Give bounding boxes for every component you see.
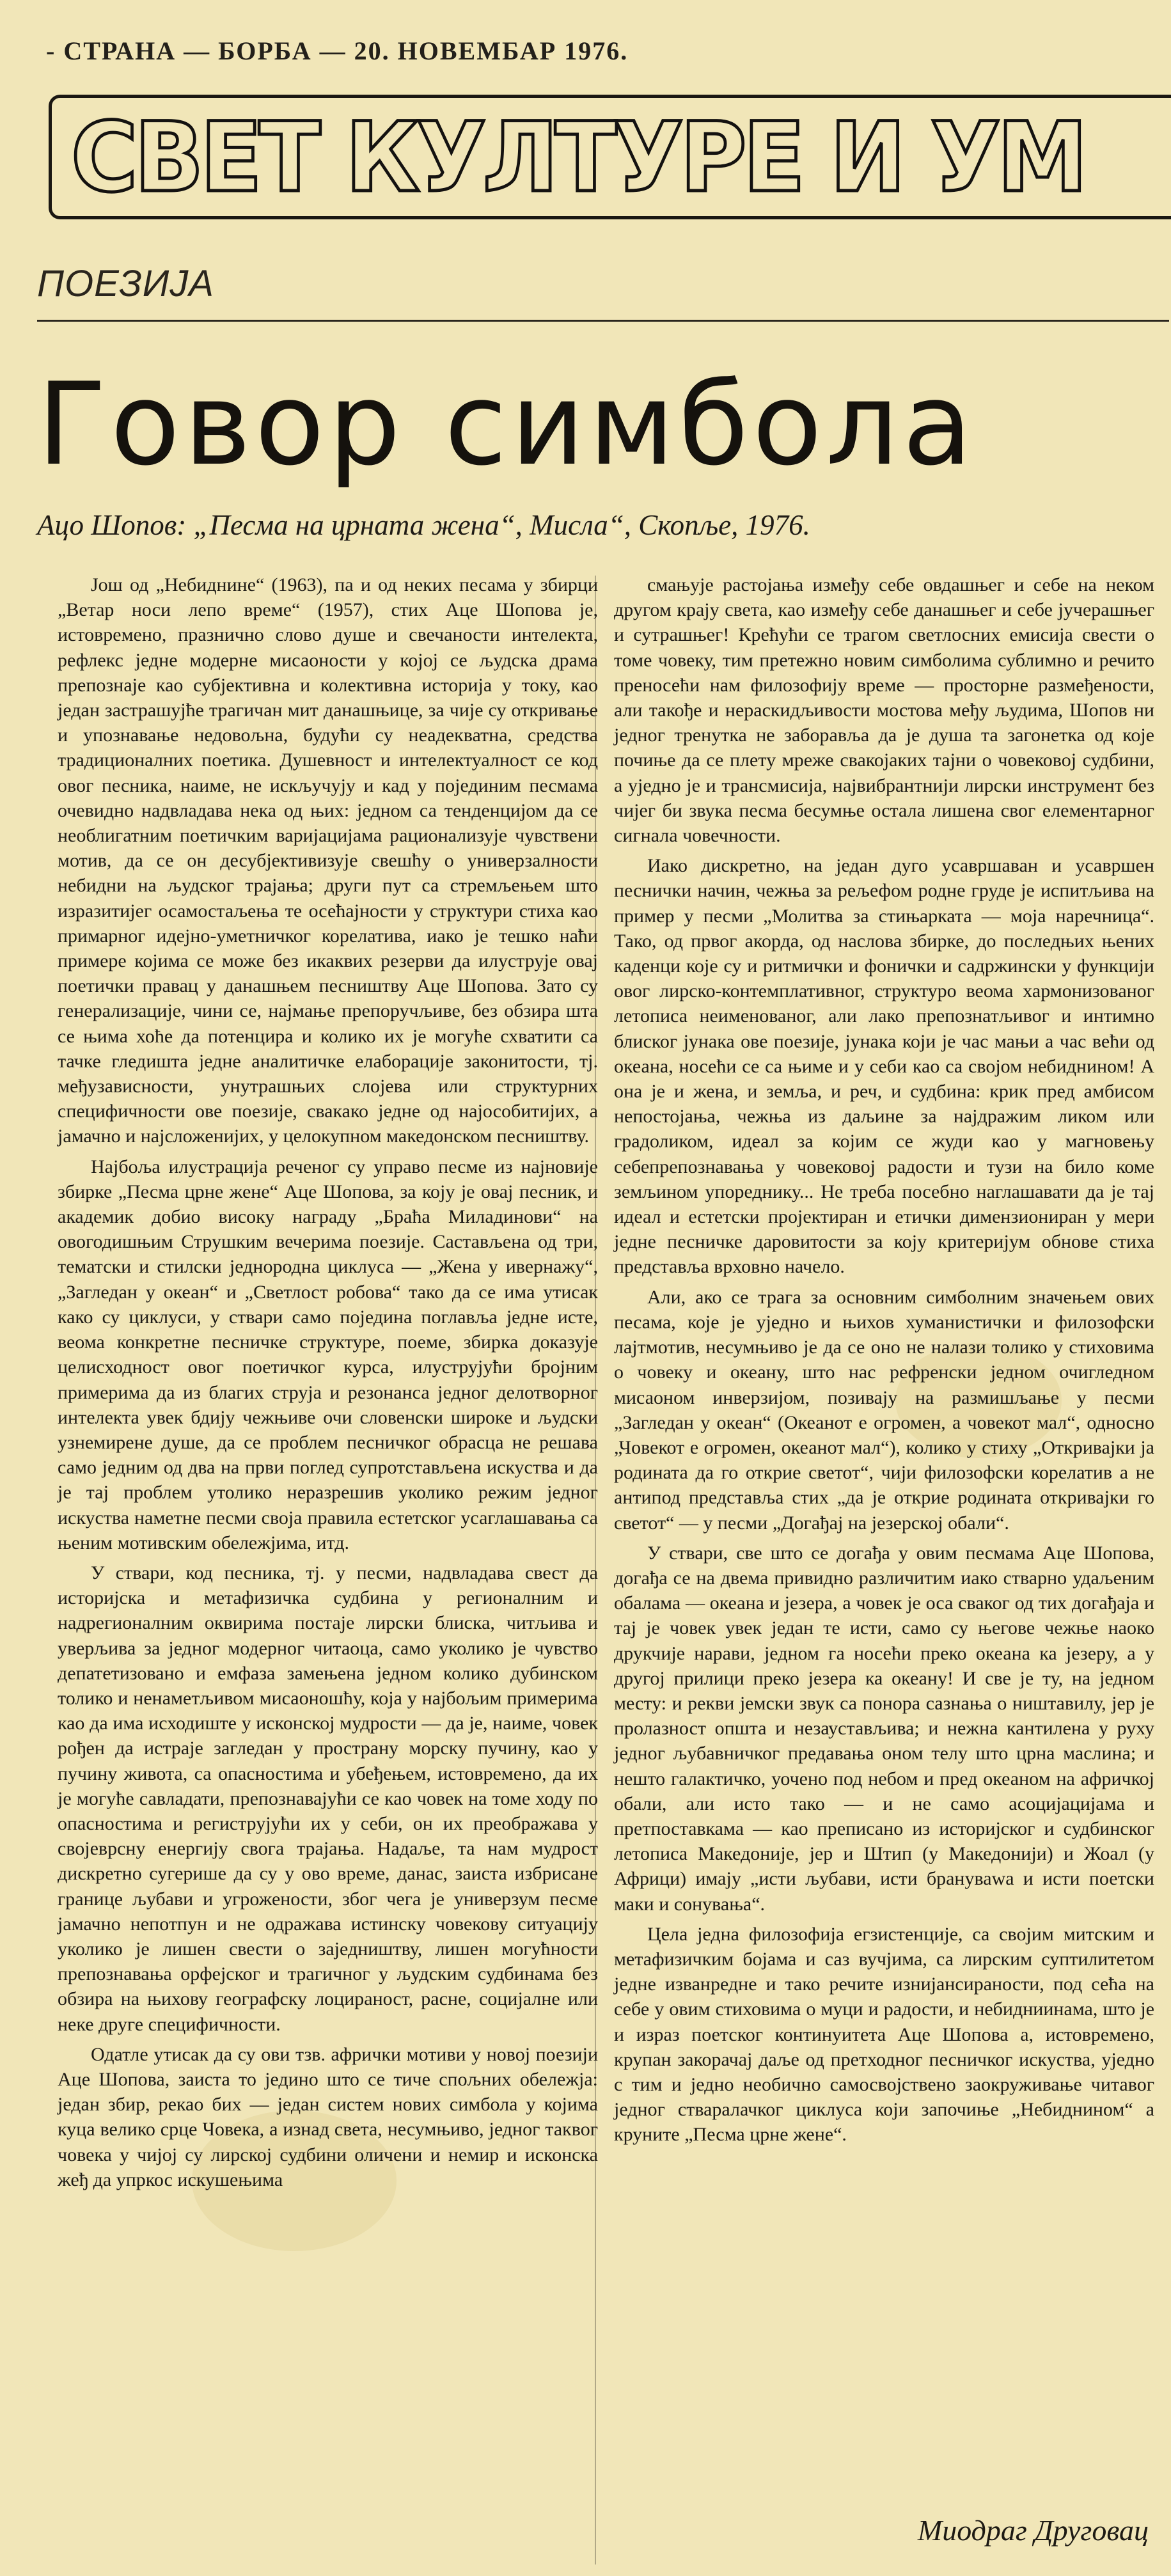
paragraph: У ствари, код песника, тј. у песми, надвладава свест да историјска и метафизичка судбина у регионалним и надрегионалним оквирима постаје лирски блиска, читљива и уверљива за једног модерног читаоца, само уколико је чувство депатетизовано и емфаза замењена једном колико дубинском толико и ненаметљивом мисаоношћу, која у најбољим примерима као да има исходиште у исконској мудрости — да је, наиме, човек рођен да истраје загледан у пространу морску пучину, као у пучину живота, са опасностима и убеђењем, истовремено, да их је могуће савладати, препознавајући се као човек на томе ходу по опасностима и региструјући их у себи, он их преображава у својеврсну енергију свога трајања. Надаље, та нам мудрост дискретно сугерише да су у ово време, данас, заиста избрисане границе љубави и угрожености, због чега је универзум песме јамачно непотпун и не одражава истинску човекову ситуацију уколико је лишен свести о заједништву, лишен могућности препознавања орфејског и трагичног у људским судбинама без обзира на њихову географску лоцираност, расне, социјалне или неке друге специфичности. bbox=[58, 1562, 598, 2035]
article-subhead: Ацо Шопов: „Песма на црната жена“, Мисла“, Скопље, 1976. bbox=[37, 509, 810, 541]
article-column-right bbox=[614, 572, 1154, 2148]
paragraph: Али, ако се трага за основним симболним значењем ових песама, које је уједно и њихов хуманистички и филозофски лајтмотив, несумњиво је да се оно не налази толико у стиховима о човеку и океану, што нас рефренски једном очигледном мисаоном инверзијом, позивају на размишљање у песми „Загледан у океан“ (Океанот е огромен, а човекот мал“, односно „Човекот е огромен, океанот мал“), колико у стиху „Откривајки ја родината да го открие светот“, чији филозофски корелатив а не антипод представља стих „да је открие родината откривајки го светот“ — у песми „Догађај на језерској обали“. bbox=[614, 1286, 1154, 1534]
divider bbox=[37, 320, 1169, 322]
article-column-left bbox=[58, 572, 598, 2192]
section-banner bbox=[49, 95, 1171, 219]
author-signature: Миодраг Друговац bbox=[917, 2514, 1149, 2547]
paragraph: Још од „Небиднине“ (1963), па и од неких песама у збирци „Ветар носи лепо време“ (1957), стих Аце Шопова је, истовремено, празнично слово душе и свечаности интелекта, рефлекс једне модерне мисаоности у којој се људска драма препознаје као субјективна и колективна историја у току, као један застрашујће трагичан мит данашњице, за чије су откривање и упознавање недовољна, будући су неадекватна, средства традиционалних поетика. Душевност и интелектуалност се код овог песника, наиме, не искључују и кад у појединим песмама очевидно надвладава нека од њих: једном са тенденцијом да се необлигатним поетичким варијацијама рационализује чувствени мотив, да се он десубјективизује свешћу о универзалности небидни на људског трајања; други пут са стремљењем што изразитијег осамостаљења те осећајности у структури стиха као примарног идејно-уметничког корелатива, иако је тешко наћи примере којима се може без икаквих резерви да илуструје овај поетички правац у данашњем песништву Аце Шопова. Зато су генерализације, чини се, најмање препоручљиве, без обзира шта се њима хоће да потенцира и колико их је могуће схватити са тачке гледишта једне аналитичке елаборације законитости, тј. међузависности, унутрашњих слојева или структурних специфичности ове поезије, свакако једне од најособитијих, а јамачно и најсложенијих, у целокупном македонском песништву. bbox=[58, 574, 598, 1147]
paragraph: Иако дискретно, на један дуго усавршаван и усавршен песнички начин, чежња за рељефом родне груде је испитљива на пример у песми „Молитва за стињарката — моја наречница“. Тако, од првог акорда, од наслова збирке, до последњих њених каденци које су и ритмички и фонички и садржински у функцији овог лирско-контемплативног, структуро веома хармонизованог летописа неименованог, али лако препознатљивог и интимно блиског јунака ове поезије, јунака који је час мањи а час већи од океана, носећи се са њиме и у себи као са својом небиднином! А она је и жена, и земља, и реч, и судбина: крик пред амбисом непостојања, чежња из даљине за најдражим ликом или градоликом, идеал за којим се жуди као у магновењу себепрепознавања у човековој радости и тузи на било коме земљином упореднику... Не треба посебно наглашавати да је тај идеал и естетски пројектиран и етички димензиониран у мери једне песничке даровитости за коју критеријум обнове стиха представља врховно начело. bbox=[614, 855, 1154, 1278]
section-label: ПОЕЗИЈА bbox=[37, 263, 214, 304]
paragraph: У ствари, све што се догађа у овим песмама Аце Шопова, догађа се на двема привидно различитим иако стварно удаљеним обалама — океана и језера, а човек је оса сваког од тих догађаја и тај је човек увек један те исти, само су његове чежње наоко друкчије нарави, једном га носећи преко океана ка језеру, а у другој прилици преко језера ка океану! И све је ту, на једном месту: и рекви јемски звук са понора сазнања о ништавилу, јер је пролазност општа и незаустављива; и нежна кантилена у руху једног љубавничког предавања оном телу што црна маслина; и нешто галактичко, уочено под небом и пред океаном на афричкој обали, али исто тако — и не само асоцијацијама и претпоставкама — као преписано из историјског и судбинског летописа Македоније, јер и Штип (у Македонији) и Жоал (у Африци) имају „исти љубави, исти брануваwа и исти поетски маки и сонувања“. bbox=[614, 1542, 1154, 1915]
paragraph: Цела једна филозофија егзистенције, са својим митским и метафизичким бојама и саз вучјима, са лирским суптилитетом једне изванредне и тако речите изнијансираности, под сећа на себе у овим стиховима о муци и радости, и небидниинама, што је и израз поетског континуитета Аце Шопова а, истовремено, крупан закорачај даље од претходног песничког искуства, уједно с тим и једно необично самосвојствено заокруживање читавог једног стваралачког циклуса који започиње „Небиднином“ а круните „Песма црне жене“. bbox=[614, 1923, 1154, 2146]
page-header: - СТРАНА — БОРБА — 20. НОВЕМБАР 1976. bbox=[46, 36, 629, 65]
article-headline: Говор симбола bbox=[37, 358, 977, 491]
paragraph: Најбоља илустрација реченог су управо песме из најновије збирке „Песма црне жене“ Аце Шопова, за коју је овај песник, и академик добио високу награду „Браћа Миладинови“ на овогодишњим Струшким вечерима поезије. Састављена од три, тематски и стилски једнородна циклуса — „Жена у ивернажу“, „Загледан у океан“ и „Светлост робова“ тако да се има утисак како су циклуси, у ствари само поједина поглавља једне исте, веома конкретне песничке структуре, поеме, збирка доказује целисходност овог поетичког курса, илуструјући бројним примерима да из благих струја и резонанса једног делотворног интелекта увек бдију чежњиве очи словенски широке и људски узнемирене душе, да се проблем песничког обрасца не решава само једним од два на први поглед супротстављена искуства и да је тај проблем утолико неразрешив уколико режим једног искуства наметне песми своја правила естетског усаглашавања са њеним мотивским обележјима, итд. bbox=[58, 1156, 598, 1553]
banner-title: СВЕТ КУЛТУРЕ И УМ bbox=[71, 102, 1085, 214]
paragraph: Одатле утисак да су ови тзв. афрички мотиви у новој поезији Аце Шопова, заиста то једино што се тиче спољних обележја: један збир, рекао бих — један систем нових симбола у којима куца велико срце Човека, а изнад света, несумњиво, једног таквог човека у чијој су лирској судбини оличени и немир и исконска жеђ да упркос искушењима bbox=[58, 2043, 598, 2190]
paragraph: смањује растојања између себе овдашњег и себе на неком другом крају света, као између себе данашњег и себе јучерашњег и сутрашњег! Крећући се трагом светлосних емисија свести о томе човеку, тим претежно новим симболима сублимно и речито преносећи нам филозофију време — просторне размеђености, али такође и нераскидљивости мостова међу људима, Шопов ни једног тренутка не заборавља да је душа та загонетка од које почиње да се плету мреже свакојаких тајни о човековој судбини, а уједно је и трансмисија, највибрантнији лирски инструмент без чијег би звука песма бесумње остала лишена свог елементарног сигнала човечности. bbox=[614, 574, 1154, 847]
